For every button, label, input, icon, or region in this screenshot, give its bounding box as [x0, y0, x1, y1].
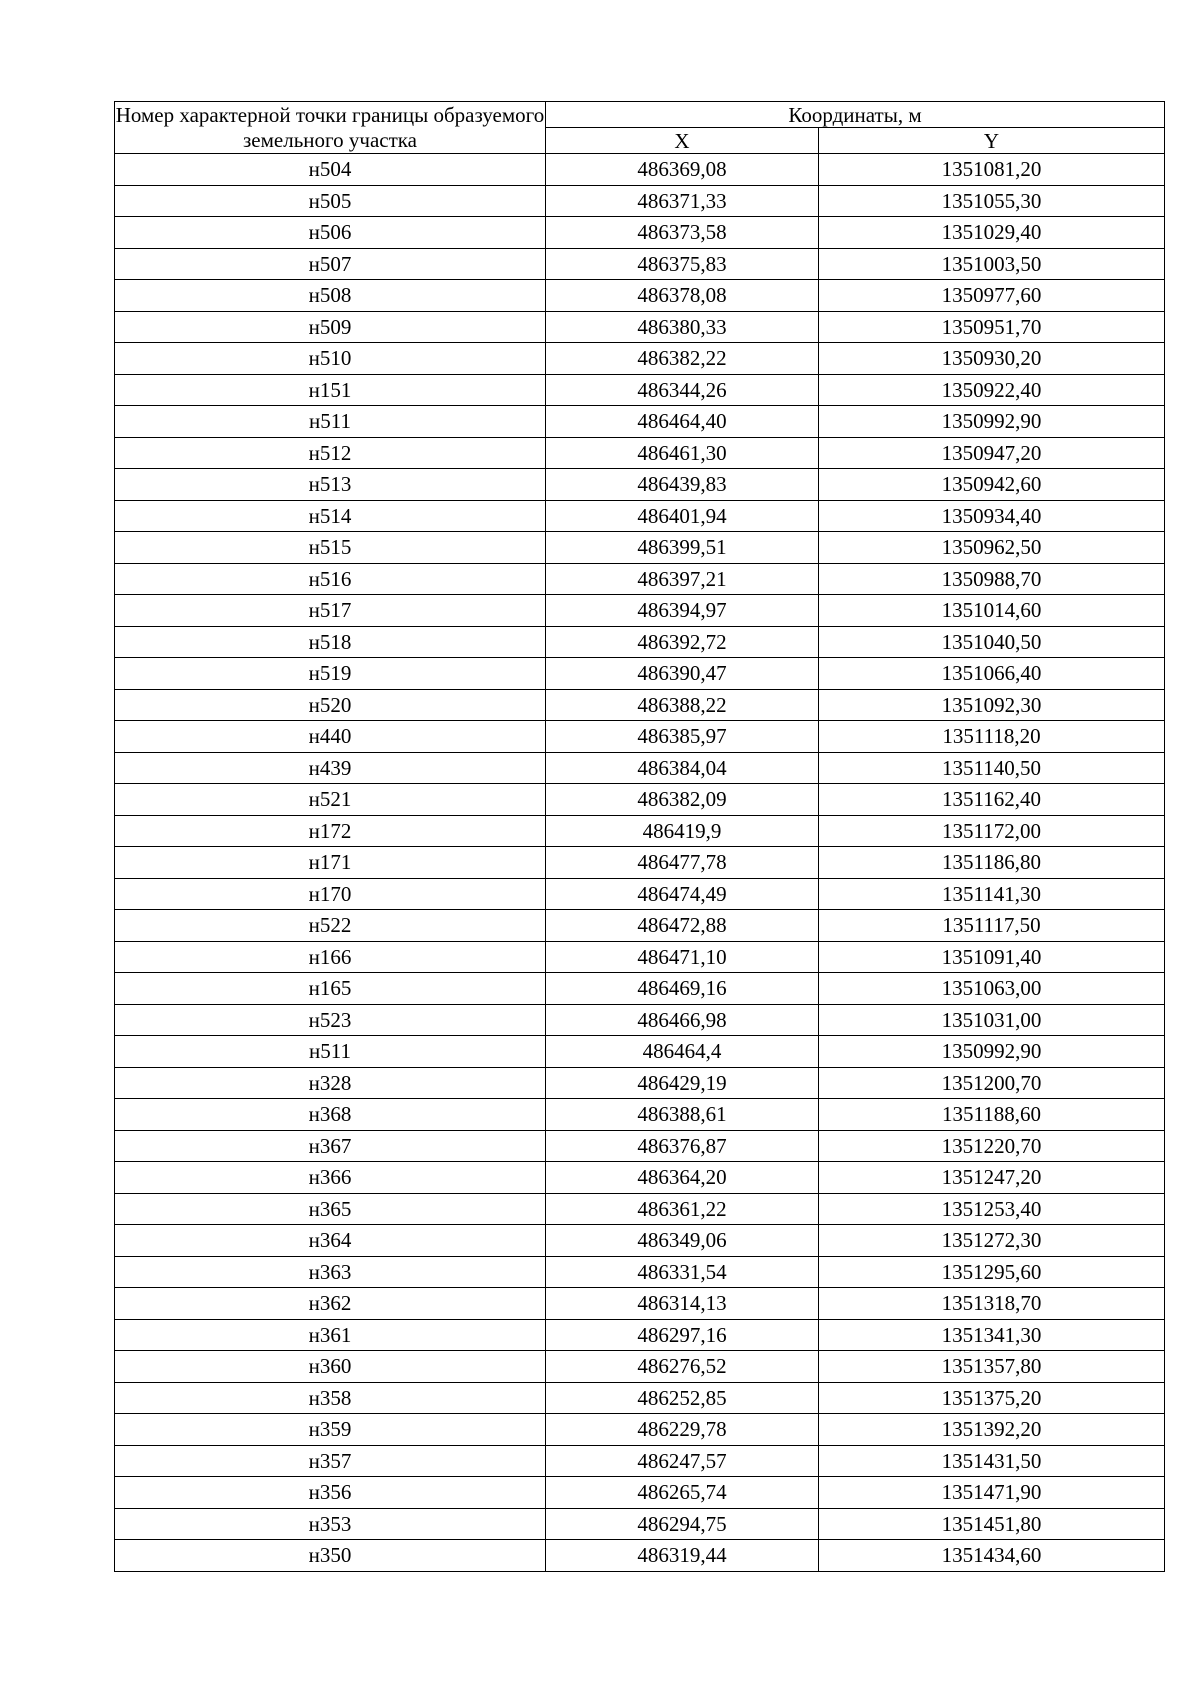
table-row: [115, 752, 1165, 784]
y-coordinate-cell: 1351341,30: [819, 1319, 1165, 1351]
point-number-cell: н505: [115, 185, 546, 217]
x-coordinate-cell: 486380,33: [546, 311, 819, 343]
table-row: [115, 1319, 1165, 1351]
table-row: [115, 847, 1165, 879]
y-coordinate-cell: 1350922,40: [819, 374, 1165, 406]
point-number-cell: н367: [115, 1130, 546, 1162]
point-number-cell: н515: [115, 532, 546, 564]
y-coordinate-cell: 1351220,70: [819, 1130, 1165, 1162]
point-number-cell: н357: [115, 1445, 546, 1477]
x-coordinate-cell: 486469,16: [546, 973, 819, 1005]
point-number-cell: н363: [115, 1256, 546, 1288]
point-number-cell: н439: [115, 752, 546, 784]
point-number-cell: н519: [115, 658, 546, 690]
table-row: [115, 595, 1165, 627]
y-coordinate-cell: 1351272,30: [819, 1225, 1165, 1257]
table-row: [115, 973, 1165, 1005]
x-coordinate-cell: 486474,49: [546, 878, 819, 910]
point-number-cell: н507: [115, 248, 546, 280]
header-point-number: Номер характерной точки границы образуемого земельного участка: [115, 102, 545, 152]
x-coordinate-cell: 486314,13: [546, 1288, 819, 1320]
x-coordinate-cell: 486361,22: [546, 1193, 819, 1225]
point-number-cell: н510: [115, 343, 546, 375]
table-row: [115, 1540, 1165, 1572]
table-row: [115, 1004, 1165, 1036]
x-coordinate-cell: 486247,57: [546, 1445, 819, 1477]
x-coordinate-cell: 486390,47: [546, 658, 819, 690]
table-row: [115, 185, 1165, 217]
y-coordinate-cell: 1351431,50: [819, 1445, 1165, 1477]
y-coordinate-cell: 1351118,20: [819, 721, 1165, 753]
table-row: [115, 784, 1165, 816]
x-coordinate-cell: 486464,4: [546, 1036, 819, 1068]
y-coordinate-cell: 1350992,90: [819, 1036, 1165, 1068]
table-row: [115, 1351, 1165, 1383]
y-coordinate-cell: 1351029,40: [819, 217, 1165, 249]
point-number-cell: н170: [115, 878, 546, 910]
point-number-cell: н350: [115, 1540, 546, 1572]
y-coordinate-cell: 1351357,80: [819, 1351, 1165, 1383]
point-number-cell: н328: [115, 1067, 546, 1099]
table-row: [115, 311, 1165, 343]
x-coordinate-cell: 486265,74: [546, 1477, 819, 1509]
x-coordinate-cell: 486375,83: [546, 248, 819, 280]
header-y: Y: [819, 128, 1165, 154]
y-coordinate-cell: 1351066,40: [819, 658, 1165, 690]
y-coordinate-cell: 1351091,40: [819, 941, 1165, 973]
table-row: [115, 406, 1165, 438]
point-number-cell: н513: [115, 469, 546, 501]
point-number-cell: н506: [115, 217, 546, 249]
x-coordinate-cell: 486371,33: [546, 185, 819, 217]
x-coordinate-cell: 486401,94: [546, 500, 819, 532]
x-coordinate-cell: 486394,97: [546, 595, 819, 627]
table-row: [115, 878, 1165, 910]
y-coordinate-cell: 1350988,70: [819, 563, 1165, 595]
table-row: [115, 1477, 1165, 1509]
table-row: [115, 154, 1165, 186]
x-coordinate-cell: 486399,51: [546, 532, 819, 564]
y-coordinate-cell: 1351247,20: [819, 1162, 1165, 1194]
point-number-cell: н517: [115, 595, 546, 627]
y-coordinate-cell: 1351055,30: [819, 185, 1165, 217]
header-coordinates: Координаты, м: [546, 102, 1165, 128]
table-row: [115, 689, 1165, 721]
x-coordinate-cell: 486464,40: [546, 406, 819, 438]
table-row: [115, 1414, 1165, 1446]
point-number-cell: н520: [115, 689, 546, 721]
y-coordinate-cell: 1350947,20: [819, 437, 1165, 469]
x-coordinate-cell: 486461,30: [546, 437, 819, 469]
point-number-cell: н516: [115, 563, 546, 595]
point-number-cell: н508: [115, 280, 546, 312]
table-row: [115, 1288, 1165, 1320]
y-coordinate-cell: 1351318,70: [819, 1288, 1165, 1320]
table-row: [115, 721, 1165, 753]
point-number-cell: н361: [115, 1319, 546, 1351]
table-row: [115, 532, 1165, 564]
point-number-cell: н360: [115, 1351, 546, 1383]
point-number-cell: н368: [115, 1099, 546, 1131]
table-row: [115, 500, 1165, 532]
y-coordinate-cell: 1350934,40: [819, 500, 1165, 532]
x-coordinate-cell: 486385,97: [546, 721, 819, 753]
table-row: [115, 941, 1165, 973]
x-coordinate-cell: 486439,83: [546, 469, 819, 501]
y-coordinate-cell: 1350992,90: [819, 406, 1165, 438]
table-row: [115, 1382, 1165, 1414]
coordinates-table: [114, 101, 1165, 1572]
y-coordinate-cell: 1351253,40: [819, 1193, 1165, 1225]
table-row: [115, 1036, 1165, 1068]
point-number-cell: н522: [115, 910, 546, 942]
y-coordinate-cell: 1351014,60: [819, 595, 1165, 627]
table-row: [115, 469, 1165, 501]
y-coordinate-cell: 1351141,30: [819, 878, 1165, 910]
point-number-cell: н504: [115, 154, 546, 186]
point-number-cell: н166: [115, 941, 546, 973]
table-row: [115, 626, 1165, 658]
x-coordinate-cell: 486466,98: [546, 1004, 819, 1036]
table-row: [115, 374, 1165, 406]
point-number-cell: н511: [115, 1036, 546, 1068]
y-coordinate-cell: 1351471,90: [819, 1477, 1165, 1509]
x-coordinate-cell: 486331,54: [546, 1256, 819, 1288]
point-number-cell: н356: [115, 1477, 546, 1509]
x-coordinate-cell: 486384,04: [546, 752, 819, 784]
x-coordinate-cell: 486471,10: [546, 941, 819, 973]
y-coordinate-cell: 1351031,00: [819, 1004, 1165, 1036]
y-coordinate-cell: 1350962,50: [819, 532, 1165, 564]
x-coordinate-cell: 486229,78: [546, 1414, 819, 1446]
table-row: [115, 248, 1165, 280]
point-number-cell: н366: [115, 1162, 546, 1194]
x-coordinate-cell: 486388,22: [546, 689, 819, 721]
point-number-cell: н514: [115, 500, 546, 532]
point-number-cell: н362: [115, 1288, 546, 1320]
point-number-cell: н364: [115, 1225, 546, 1257]
x-coordinate-cell: 486419,9: [546, 815, 819, 847]
x-coordinate-cell: 486378,08: [546, 280, 819, 312]
table-row: [115, 437, 1165, 469]
y-coordinate-cell: 1351200,70: [819, 1067, 1165, 1099]
table-row: [115, 1256, 1165, 1288]
x-coordinate-cell: 486397,21: [546, 563, 819, 595]
table-row: [115, 1130, 1165, 1162]
header-x: X: [546, 128, 819, 154]
point-number-cell: н509: [115, 311, 546, 343]
point-number-cell: н151: [115, 374, 546, 406]
point-number-cell: н511: [115, 406, 546, 438]
x-coordinate-cell: 486344,26: [546, 374, 819, 406]
x-coordinate-cell: 486388,61: [546, 1099, 819, 1131]
y-coordinate-cell: 1350977,60: [819, 280, 1165, 312]
table-row: [115, 343, 1165, 375]
point-number-cell: н523: [115, 1004, 546, 1036]
x-coordinate-cell: 486429,19: [546, 1067, 819, 1099]
table-row: [115, 1225, 1165, 1257]
y-coordinate-cell: 1351092,30: [819, 689, 1165, 721]
table-row: [115, 1193, 1165, 1225]
x-coordinate-cell: 486376,87: [546, 1130, 819, 1162]
y-coordinate-cell: 1351003,50: [819, 248, 1165, 280]
y-coordinate-cell: 1351172,00: [819, 815, 1165, 847]
point-number-cell: н165: [115, 973, 546, 1005]
y-coordinate-cell: 1351375,20: [819, 1382, 1165, 1414]
x-coordinate-cell: 486319,44: [546, 1540, 819, 1572]
x-coordinate-cell: 486477,78: [546, 847, 819, 879]
y-coordinate-cell: 1351188,60: [819, 1099, 1165, 1131]
table-body: [115, 154, 1165, 1572]
x-coordinate-cell: 486364,20: [546, 1162, 819, 1194]
y-coordinate-cell: 1351186,80: [819, 847, 1165, 879]
table-row: [115, 1445, 1165, 1477]
y-coordinate-cell: 1351081,20: [819, 154, 1165, 186]
table-row: [115, 280, 1165, 312]
point-number-cell: н440: [115, 721, 546, 753]
x-coordinate-cell: 486382,09: [546, 784, 819, 816]
x-coordinate-cell: 486382,22: [546, 343, 819, 375]
x-coordinate-cell: 486373,58: [546, 217, 819, 249]
x-coordinate-cell: 486276,52: [546, 1351, 819, 1383]
y-coordinate-cell: 1351040,50: [819, 626, 1165, 658]
x-coordinate-cell: 486297,16: [546, 1319, 819, 1351]
table-row: [115, 910, 1165, 942]
table-row: [115, 1508, 1165, 1540]
x-coordinate-cell: 486349,06: [546, 1225, 819, 1257]
y-coordinate-cell: 1351451,80: [819, 1508, 1165, 1540]
table-row: [115, 658, 1165, 690]
point-number-cell: н353: [115, 1508, 546, 1540]
point-number-cell: н358: [115, 1382, 546, 1414]
point-number-cell: н512: [115, 437, 546, 469]
x-coordinate-cell: 486472,88: [546, 910, 819, 942]
table-header: [115, 102, 1165, 154]
y-coordinate-cell: 1351434,60: [819, 1540, 1165, 1572]
y-coordinate-cell: 1350930,20: [819, 343, 1165, 375]
table-row: [115, 1067, 1165, 1099]
table-row: [115, 1162, 1165, 1194]
table-row: [115, 815, 1165, 847]
y-coordinate-cell: 1351162,40: [819, 784, 1165, 816]
y-coordinate-cell: 1351140,50: [819, 752, 1165, 784]
y-coordinate-cell: 1351392,20: [819, 1414, 1165, 1446]
y-coordinate-cell: 1351117,50: [819, 910, 1165, 942]
x-coordinate-cell: 486294,75: [546, 1508, 819, 1540]
y-coordinate-cell: 1351063,00: [819, 973, 1165, 1005]
point-number-cell: н171: [115, 847, 546, 879]
point-number-cell: н359: [115, 1414, 546, 1446]
point-number-cell: н521: [115, 784, 546, 816]
y-coordinate-cell: 1350951,70: [819, 311, 1165, 343]
table-row: [115, 563, 1165, 595]
x-coordinate-cell: 486252,85: [546, 1382, 819, 1414]
x-coordinate-cell: 486392,72: [546, 626, 819, 658]
y-coordinate-cell: 1350942,60: [819, 469, 1165, 501]
x-coordinate-cell: 486369,08: [546, 154, 819, 186]
point-number-cell: н518: [115, 626, 546, 658]
point-number-cell: н172: [115, 815, 546, 847]
table-row: [115, 217, 1165, 249]
y-coordinate-cell: 1351295,60: [819, 1256, 1165, 1288]
point-number-cell: н365: [115, 1193, 546, 1225]
table-row: [115, 1099, 1165, 1131]
